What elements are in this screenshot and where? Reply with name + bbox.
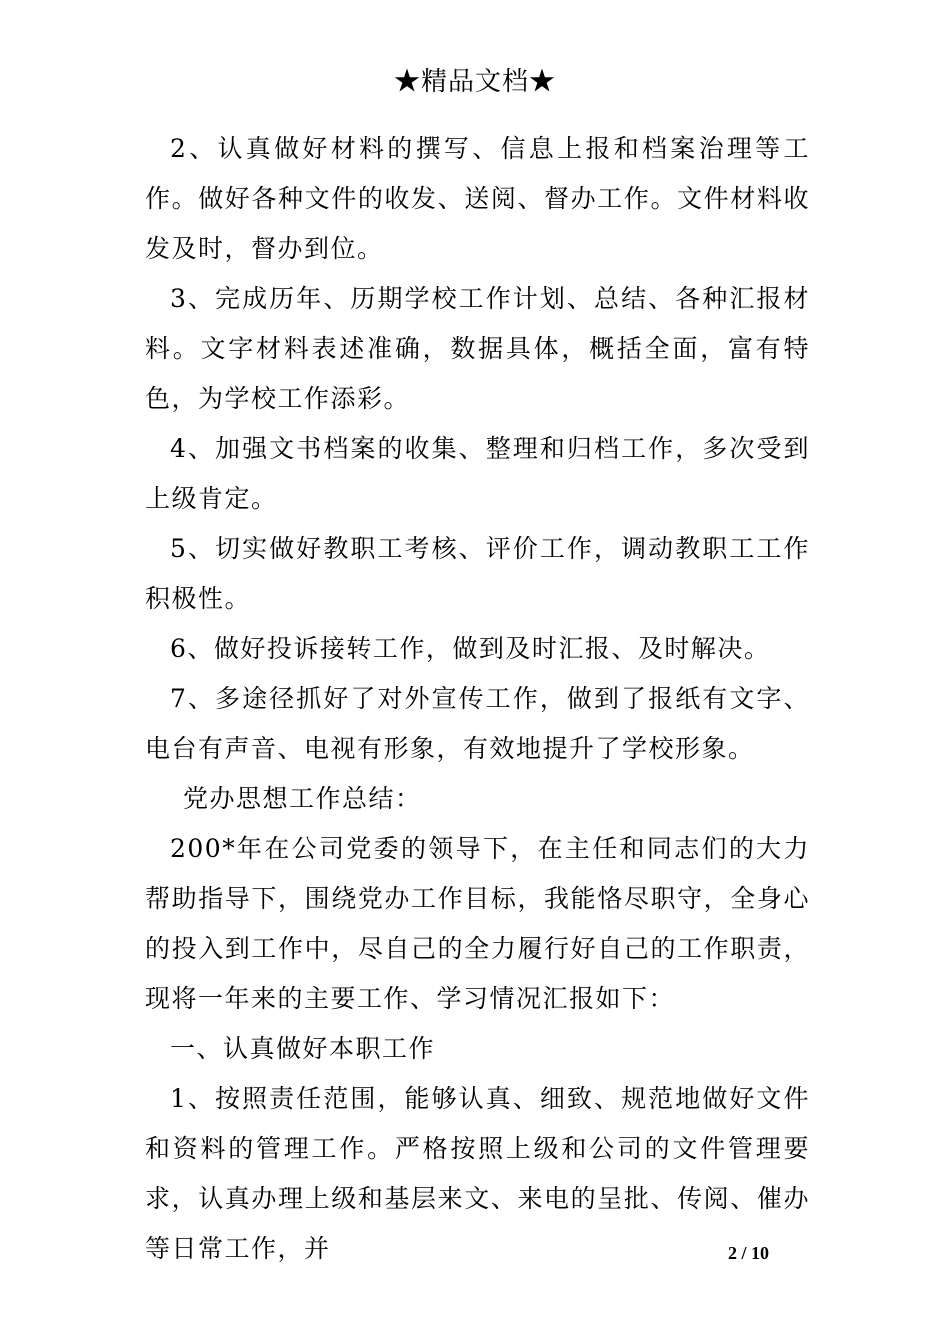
paragraph-item-6: 6、做好投诉接转工作，做到及时汇报、及时解决。 [170, 634, 771, 663]
paragraph-item-2: 2、认真做好材料的撰写、信息上报和档案治理等工作。做好各种文件的收发、送阅、督办工作。文件材料收发及时，督办到位。 [145, 134, 810, 263]
paragraph-item-5: 5、切实做好教职工考核、评价工作，调动教职工工作积极性。 [145, 534, 810, 613]
paragraph-item-4: 4、加强文书档案的收集、整理和归档工作，多次受到上级肯定。 [145, 434, 810, 513]
section-heading-summary: 党办思想工作总结： [183, 784, 422, 813]
paragraph-item-3: 3、完成历年、历期学校工作计划、总结、各种汇报材料。文字材料表述准确，数据具体，概括全面，富有特色，为学校工作添彩。 [145, 284, 810, 413]
page-header: ★精品文档★ [393, 67, 556, 97]
document-body [145, 124, 810, 1274]
page-number: 2 / 10 [728, 1243, 770, 1263]
paragraph-intro: 200*年在公司党委的领导下，在主任和同志们的大力帮助指导下，围绕党办工作目标，我能恪尽职守，全身心的投入到工作中，尽自己的全力履行好自己的工作职责，现将一年来的主要工作、学习情况汇报如下： [145, 834, 810, 1013]
paragraph-duty-1: 1、按照责任范围，能够认真、细致、规范地做好文件和资料的管理工作。严格按照上级和公司的文件管理要求，认真办理上级和基层来文、来电的呈批、传阅、催办等日常工作，并 [145, 1084, 810, 1263]
paragraph-item-7: 7、多途径抓好了对外宣传工作，做到了报纸有文字、电台有声音、电视有形象，有效地提升了学校形象。 [145, 684, 810, 763]
section-heading-duties: 一、认真做好本职工作 [170, 1034, 436, 1063]
